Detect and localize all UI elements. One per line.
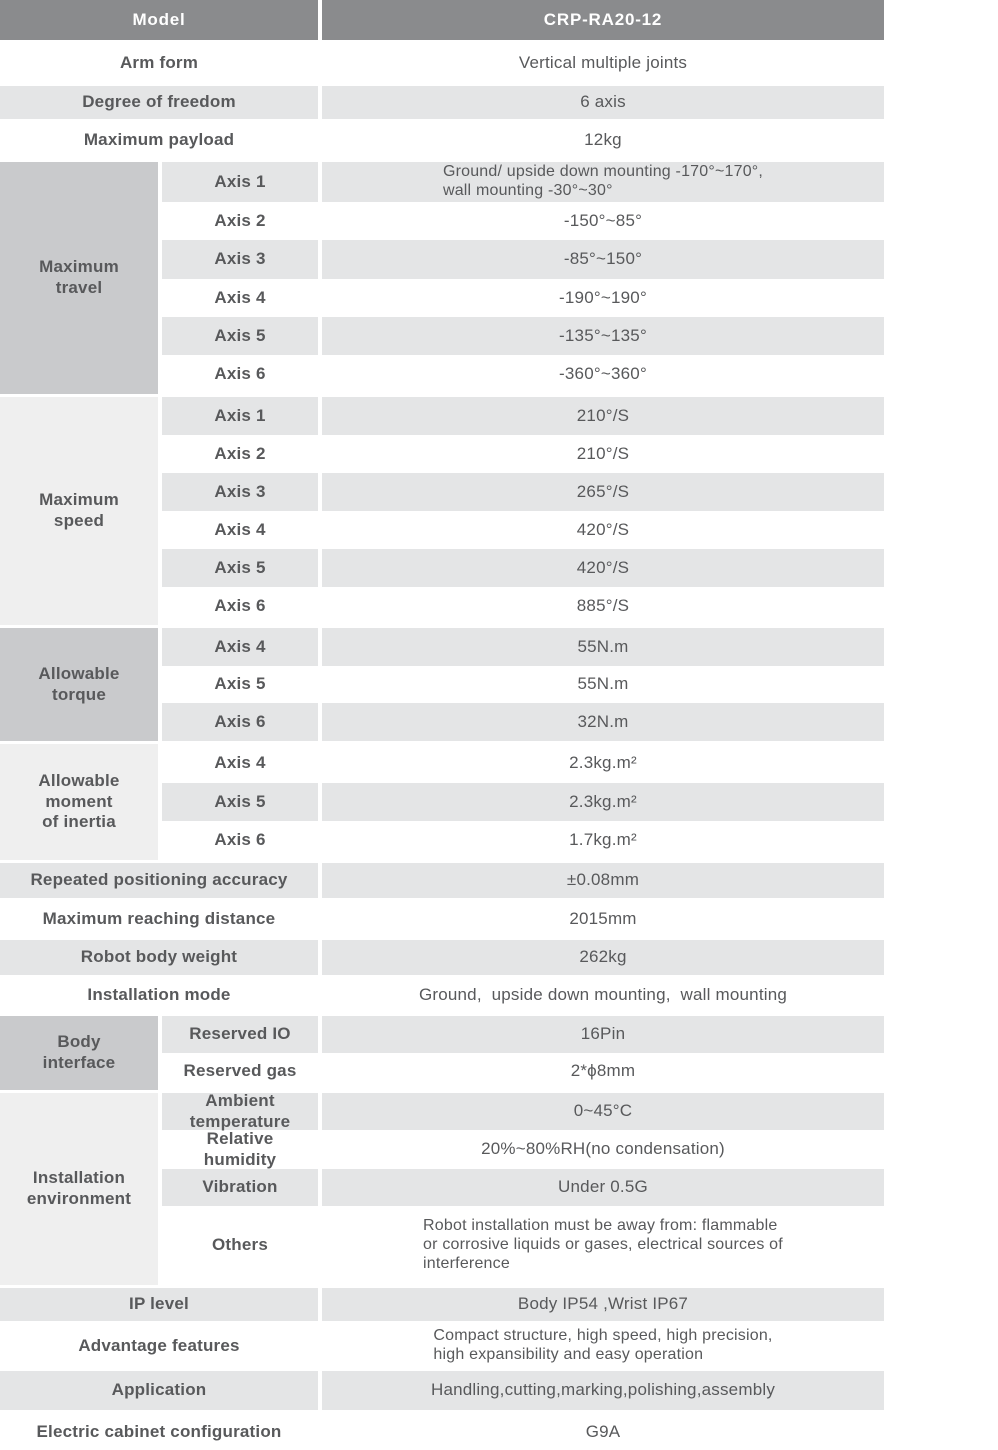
inertia-axis-6-row [162,821,884,860]
travel-axis-2-row [162,202,884,240]
application-value-cell [322,1371,884,1410]
torque-axis-4-value-cell [322,628,884,666]
allowable-torque-group-label-line2: torque [51,684,107,704]
maximum-travel-rows [162,162,884,394]
maximum-payload-label-cell [0,122,318,159]
ip-level-label-cell [0,1288,318,1321]
travel-axis-6-label: Axis 6 [214,364,266,384]
ambient-temperature-label-line2: temperature [189,1111,291,1131]
torque-axis-5-label: Axis 5 [214,674,266,694]
inertia-axis-6-label: Axis 6 [214,830,266,850]
relative-humidity-row [162,1130,884,1169]
travel-axis-6-value: -360°~360° [559,364,647,384]
maximum-speed-group-label-cell [0,397,158,625]
row-maximum-reaching-distance [0,901,884,937]
speed-axis-5-value: 420°/S [576,557,630,577]
ip-level-label: IP level [129,1294,189,1314]
speed-axis-2-row [162,435,884,473]
speed-axis-3-label: Axis 3 [214,481,266,501]
allowable-moment-group-label-cell [0,744,158,860]
relative-humidity-value-cell [322,1130,884,1169]
repeated-positioning-accuracy-value: ±0.08mm [566,870,640,890]
body-interface-rows [162,1016,884,1090]
torque-axis-6-value-cell [322,703,884,741]
travel-axis-1-value-line1: Ground/ upside down mounting -170°~170°, [442,163,764,181]
row-installation-mode [0,978,884,1013]
travel-axis-3-value-cell [322,240,884,279]
speed-axis-1-row [162,397,884,435]
speed-axis-5-label: Axis 5 [214,557,266,577]
installation-mode-value-cell [322,978,884,1013]
installation-environment-group-label-line1: Installation [32,1168,126,1188]
row-arm-form [0,43,884,83]
application-label: Application [111,1380,207,1400]
reserved-gas-label-cell [162,1053,318,1090]
electric-cabinet-configuration-value: G9A [585,1421,621,1441]
speed-axis-2-value-cell [322,435,884,473]
robot-body-weight-label: Robot body weight [80,947,238,967]
maximum-reaching-distance-label-cell [0,901,318,937]
relative-humidity-label-cell [162,1130,318,1169]
others-row [162,1206,884,1285]
degree-of-freedom-value: 6 axis [580,92,626,112]
maximum-travel-group-label-cell [0,162,158,394]
others-value-line2: or corrosive liquids or gases, electrical sources of [423,1236,783,1254]
travel-axis-2-label: Axis 2 [214,210,266,230]
torque-axis-6-row [162,703,884,741]
travel-axis-5-row [162,317,884,355]
arm-form-label: Arm form [119,52,199,72]
inertia-axis-5-row [162,783,884,821]
travel-axis-2-label-cell [162,202,318,240]
speed-axis-6-value-cell [322,587,884,625]
travel-axis-1-value-cell [322,162,884,202]
ambient-temperature-row [162,1093,884,1130]
allowable-moment-group-label-line2: moment [45,791,113,811]
installation-environment-group-label-line2: environment [26,1189,132,1208]
arm-form-label-cell [0,43,318,83]
torque-axis-4-label-cell [162,628,318,666]
ambient-temperature-value-cell [322,1093,884,1130]
speed-axis-4-row [162,511,884,549]
ip-level-value-cell [322,1288,884,1321]
travel-axis-3-label: Axis 3 [214,249,266,269]
travel-axis-1-value-line2: wall mounting -30°~30° [442,182,613,199]
travel-axis-4-label-cell [162,279,318,317]
speed-axis-5-row [162,549,884,587]
application-value: Handling,cutting,marking,polishing,assembly [430,1380,776,1400]
speed-axis-4-value-cell [322,511,884,549]
installation-mode-label-cell [0,978,318,1013]
degree-of-freedom-label-cell [0,86,318,119]
robot-body-weight-label-cell [0,940,318,975]
relative-humidity-label-line1: Relative [206,1129,274,1149]
installation-environment-rows [162,1093,884,1285]
travel-axis-4-value: -190°~190° [559,287,647,307]
travel-axis-3-row [162,240,884,279]
speed-axis-2-value: 210°/S [576,443,630,463]
travel-axis-5-value: -135°~135° [559,325,647,345]
maximum-travel-group-label-line1: Maximum [39,257,119,277]
torque-axis-5-value-cell [322,666,884,703]
travel-axis-1-value [443,163,763,201]
advantage-features-value [433,1327,772,1365]
body-interface-group-label-line1: Body [57,1032,101,1052]
travel-axis-1-label: Axis 1 [214,171,266,191]
torque-axis-4-value: 55N.m [577,636,629,656]
maximum-travel-group-label-line2: travel [55,278,103,297]
others-value-line1: Robot installation must be away from: flammable [423,1217,778,1235]
maximum-reaching-distance-label: Maximum reaching distance [42,908,276,928]
speed-axis-3-row [162,473,884,511]
torque-axis-6-label-cell [162,703,318,741]
speed-axis-1-label: Axis 1 [214,405,266,425]
speed-axis-2-label-cell [162,435,318,473]
speed-axis-1-value-cell [322,397,884,435]
speed-axis-5-value-cell [322,549,884,587]
travel-axis-5-value-cell [322,317,884,355]
speed-axis-4-label-cell [162,511,318,549]
advantage-features-value-line2: high expansibility and easy operation [433,1346,704,1363]
inertia-axis-5-label: Axis 5 [214,791,266,811]
reserved-io-value: 16Pin [580,1024,626,1044]
reserved-gas-row [162,1053,884,1090]
model-name-value: CRP-RA20-12 [543,9,663,29]
speed-axis-3-value-cell [322,473,884,511]
model-header-cell [0,0,318,40]
advantage-features-value-line1: Compact structure, high speed, high precision, [433,1327,773,1345]
torque-axis-6-value: 32N.m [577,711,629,731]
reserved-io-label-cell [162,1016,318,1053]
degree-of-freedom-value-cell [322,86,884,119]
allowable-moment-group-label-line3: of inertia [42,812,116,832]
maximum-speed-group-label-line2: speed [53,511,105,530]
allowable-moment-rows [162,744,884,860]
speed-axis-1-label-cell [162,397,318,435]
ambient-temperature-label-cell [162,1093,318,1130]
advantage-features-value-cell [322,1324,884,1368]
maximum-payload-label: Maximum payload [83,130,235,150]
inertia-axis-5-value: 2.3kg.m² [569,791,637,811]
allowable-torque-group-label-line1: Allowable [38,663,120,683]
inertia-axis-4-value: 2.3kg.m² [569,753,637,773]
travel-axis-6-row [162,355,884,394]
installation-mode-label: Installation mode [87,985,231,1005]
row-maximum-payload [0,122,884,159]
electric-cabinet-configuration-label: Electric cabinet configuration [36,1421,282,1441]
speed-axis-3-value: 265°/S [576,481,630,501]
reserved-gas-label: Reserved gas [183,1061,297,1081]
maximum-payload-value: 12kg [584,130,622,150]
reserved-gas-value: 2*ϕ8mm [570,1061,636,1081]
maximum-reaching-distance-value-cell [322,901,884,937]
maximum-speed-rows [162,397,884,625]
group-body-interface [0,1016,884,1090]
row-application [0,1371,884,1410]
row-electric-cabinet-configuration [0,1413,884,1450]
repeated-positioning-accuracy-value-cell [322,863,884,898]
travel-axis-2-value-cell [322,202,884,240]
arm-form-value-cell [322,43,884,83]
body-interface-group-label-line2: interface [42,1053,116,1072]
inertia-axis-5-label-cell [162,783,318,821]
group-installation-environment [0,1093,884,1285]
vibration-label-cell [162,1169,318,1206]
reserved-gas-value-cell [322,1053,884,1090]
application-label-cell [0,1371,318,1410]
speed-axis-6-row [162,587,884,625]
torque-axis-5-value: 55N.m [577,674,629,694]
body-interface-group-label-cell [0,1016,158,1090]
inertia-axis-6-label-cell [162,821,318,860]
installation-environment-group-label-cell [0,1093,158,1285]
speed-axis-4-label: Axis 4 [214,519,266,539]
maximum-speed-group-label-line1: Maximum [39,490,119,510]
group-allowable-torque [0,628,884,741]
vibration-value: Under 0.5G [558,1177,648,1197]
reserved-io-label: Reserved IO [189,1024,291,1044]
travel-axis-5-label-cell [162,317,318,355]
ambient-temperature-label [190,1091,290,1131]
inertia-axis-4-label-cell [162,744,318,783]
others-label: Others [212,1235,268,1255]
others-value-line3: interference [423,1254,510,1272]
ambient-temperature-label-line1: Ambient [205,1091,275,1111]
robot-body-weight-value: 262kg [579,947,627,967]
inertia-axis-4-label: Axis 4 [214,753,266,773]
row-ip-level [0,1288,884,1321]
speed-axis-2-label: Axis 2 [214,443,266,463]
model-name-cell [322,0,884,40]
travel-axis-1-label-cell [162,162,318,202]
inertia-axis-4-value-cell [322,744,884,783]
torque-axis-6-label: Axis 6 [214,711,266,731]
travel-axis-1-row [162,162,884,202]
advantage-features-label: Advantage features [78,1335,240,1355]
vibration-label: Vibration [202,1177,278,1197]
row-robot-body-weight [0,940,884,975]
speed-axis-4-value: 420°/S [576,519,630,539]
relative-humidity-label-line2: humidity [203,1149,277,1169]
travel-axis-6-value-cell [322,355,884,394]
others-label-cell [162,1206,318,1285]
electric-cabinet-configuration-value-cell [322,1413,884,1450]
others-value-cell [322,1206,884,1285]
row-repeated-positioning-accuracy [0,863,884,898]
allowable-moment-group-label-line1: Allowable [38,770,120,790]
group-maximum-speed [0,397,884,625]
ip-level-value: Body IP54 ,Wrist IP67 [517,1294,689,1314]
robot-body-weight-value-cell [322,940,884,975]
row-degree-of-freedom [0,86,884,119]
torque-axis-5-row [162,666,884,703]
group-allowable-moment-of-inertia [0,744,884,860]
reserved-io-value-cell [322,1016,884,1053]
ambient-temperature-value: 0~45°C [573,1101,633,1121]
reserved-io-row [162,1016,884,1053]
inertia-axis-4-row [162,744,884,783]
torque-axis-5-label-cell [162,666,318,703]
repeated-positioning-accuracy-label-cell [0,863,318,898]
travel-axis-3-label-cell [162,240,318,279]
group-maximum-travel [0,162,884,394]
model-header-label: Model [132,9,186,29]
vibration-row [162,1169,884,1206]
vibration-value-cell [322,1169,884,1206]
torque-axis-4-label: Axis 4 [214,636,266,656]
relative-humidity-label [204,1129,276,1169]
others-value [423,1217,783,1274]
speed-axis-5-label-cell [162,549,318,587]
electric-cabinet-configuration-label-cell [0,1413,318,1450]
speed-axis-1-value: 210°/S [576,405,630,425]
degree-of-freedom-label: Degree of freedom [82,92,236,112]
speed-axis-6-label: Axis 6 [214,595,266,615]
inertia-axis-6-value: 1.7kg.m² [569,830,637,850]
travel-axis-4-value-cell [322,279,884,317]
relative-humidity-value: 20%~80%RH(no condensation) [481,1139,725,1159]
row-advantage-features [0,1324,884,1368]
travel-axis-3-value: -85°~150° [563,249,643,269]
travel-axis-2-value: -150°~85° [563,210,643,230]
repeated-positioning-accuracy-label: Repeated positioning accuracy [30,870,288,890]
inertia-axis-6-value-cell [322,821,884,860]
advantage-features-label-cell [0,1324,318,1368]
torque-axis-4-row [162,628,884,666]
allowable-torque-rows [162,628,884,741]
travel-axis-4-row [162,279,884,317]
installation-mode-value: Ground, upside down mounting, wall mounting [418,985,788,1005]
allowable-torque-group-label-cell [0,628,158,741]
table-header-row [0,0,884,40]
inertia-axis-5-value-cell [322,783,884,821]
arm-form-value: Vertical multiple joints [518,52,688,72]
speed-axis-6-label-cell [162,587,318,625]
speed-axis-3-label-cell [162,473,318,511]
maximum-reaching-distance-value: 2015mm [569,908,637,928]
travel-axis-4-label: Axis 4 [214,287,266,307]
travel-axis-5-label: Axis 5 [214,325,266,345]
speed-axis-6-value: 885°/S [576,595,630,615]
travel-axis-6-label-cell [162,355,318,394]
maximum-payload-value-cell [322,122,884,159]
